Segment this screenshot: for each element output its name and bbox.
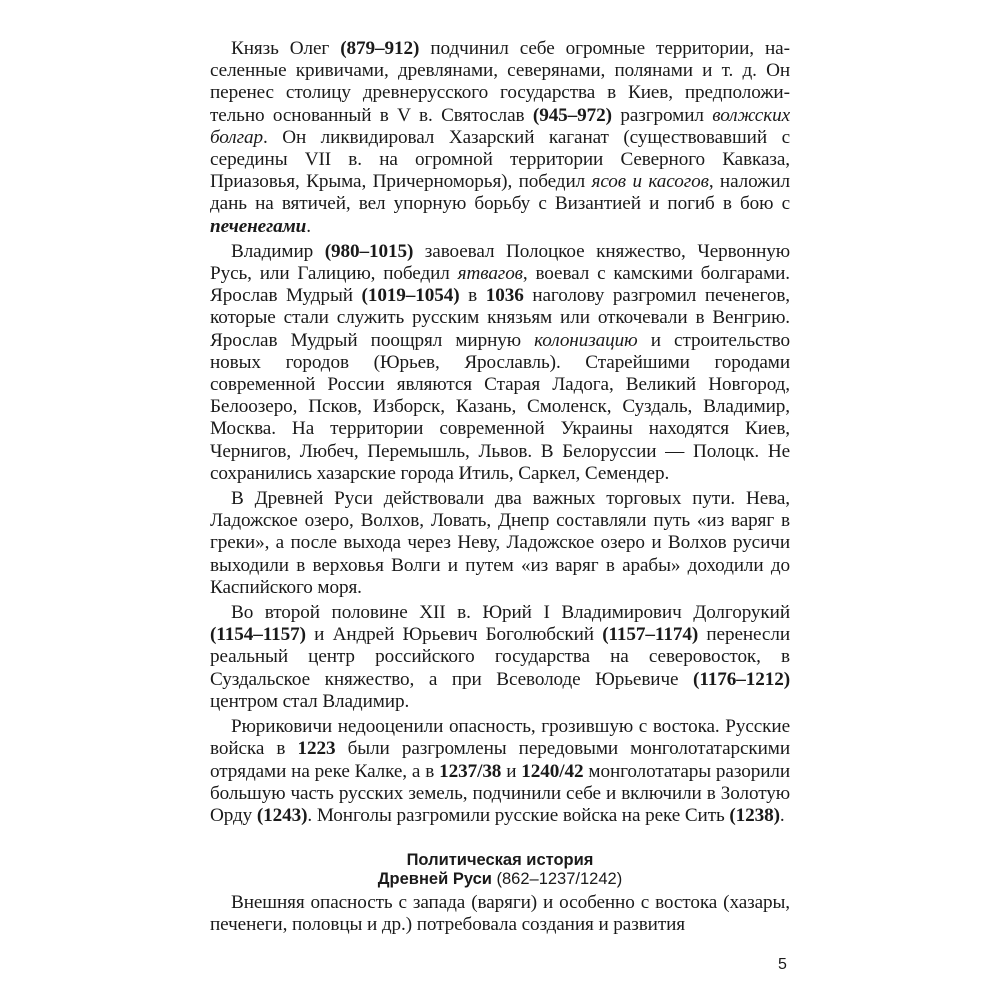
text-run: перенесли реальный центр российского государства на северовосток, в Суздальское княжество, а при Всеволоде Юрьевиче	[210, 624, 790, 690]
text-run: Князь Олег	[231, 38, 341, 59]
text-run: в	[459, 285, 486, 307]
bold-text-run: 1223	[297, 738, 336, 760]
text-run: наголову разгромил печенегов, которые стали служить русским князьям или откочевали в Венгрию. Ярослав Мудрый поощрял мирную	[210, 285, 790, 351]
text-run: . Монголы разгромили русские войска на реке Сить	[307, 804, 730, 826]
page-number: 5	[778, 956, 787, 973]
text-run: и Андрей Юрьевич Боголюбский	[305, 624, 603, 646]
bold-text-run: (980–1015)	[324, 240, 414, 262]
bold-text-run: (879–912)	[340, 38, 420, 59]
body-paragraph	[210, 241, 790, 485]
text-run: подчинил себе огромные территории, населенные кривичами, древлянами, северянами, полянами и т. д. Он перенес столицу древнерусского государства в Киев, предположительно основанный в V в. Святослав	[210, 38, 790, 126]
text-run: .	[306, 215, 311, 237]
text-run: .	[779, 804, 785, 826]
text-run: и	[501, 760, 522, 782]
text-run: Внешняя опасность с запада (варяги) и особенно с востока (хазары, печенеги, половцы и др.) потребовала создания и развития	[210, 892, 790, 936]
section-heading-line-2	[210, 870, 790, 889]
bold-text-run: (1154–1157)	[210, 624, 306, 646]
text-run: В Древней Руси действовали два важных торговых пути. Нева, Ладожское озеро, Волхов, Ловать, Днепр составляли путь «из варяг в греки», а после выхода через Неву, Ладожское озеро и Волхов русичи выходили в верховья Волги и путем «из варяг в арабы» доходили до Каспийского моря.	[210, 488, 790, 598]
text-run: , воевал с камскими болгарами. Ярослав Мудрый	[210, 263, 790, 307]
text-run: монголотатары разорили большую часть русских земель, подчинили себе и включили в Золотую Орду	[210, 760, 791, 826]
italic-text-run: волжских болгар	[210, 104, 790, 148]
body-paragraph	[210, 716, 790, 827]
document-page	[210, 38, 790, 937]
italic-text-run: ятвагов	[457, 263, 523, 285]
text-run: Во второй половине XII в. Юрий I Владимирович Долгорукий	[231, 602, 790, 624]
text-run: . Он ликвидировал Хазарский каганат (существовавший с середины VII в. на огромной территории Северного Кавказа, Приазовья, Крыма, Причерноморья), победил	[210, 126, 790, 193]
closing-text	[210, 892, 790, 936]
bold-text-run: 1240/42	[521, 760, 584, 782]
text-run: завоевал Полоцкое княжество, Червонную Русь, или Галицию, победил	[210, 240, 790, 285]
text-run: разгромил	[611, 104, 713, 126]
bold-text-run: (1238)	[729, 804, 780, 826]
section-heading-line-1: Политическая история	[406, 851, 594, 870]
text-run: и строительство новых городов (Юрьев, Ярославль). Старейшими городами современной России являются Старая Ладога, Великий Новгород, Белоозеро, Псков, Изборск, Казань, Смоленск, Суздаль, Владимир, Москва. На территории современной Украины находятся Киев, Чернигов, Любеч, Перемышль, Львов. В Белоруссии — Полоцк. Не сохранились хазарские города Итиль, Саркел, Семендер.	[210, 329, 790, 484]
closing-paragraph	[210, 892, 790, 936]
body-paragraph	[210, 488, 790, 599]
italic-text-run: колонизацию	[534, 329, 638, 351]
section-heading-years: (862–1237/1242)	[496, 870, 623, 889]
bold-text-run: (945–972)	[532, 104, 612, 126]
bold-text-run: (1019–1054)	[361, 285, 460, 307]
bold-text-run: (1157–1174)	[602, 624, 699, 646]
text-run: были разгромлены передовыми монголотатарскими отрядами на реке Калке, а в	[210, 738, 791, 782]
bold-text-run: 1036	[485, 285, 524, 307]
body-text	[210, 38, 790, 827]
bold-text-run: (1243)	[256, 804, 308, 826]
text-run: центром стал Владимир.	[210, 690, 410, 712]
text-run: , наложил дань на вятичей, вел упорную борьбу с Византией и погиб в бою с	[210, 171, 790, 215]
bold-text-run: 1237/38	[439, 760, 502, 782]
section-heading	[210, 851, 790, 889]
body-paragraph	[210, 602, 790, 713]
bold-text-run: (1176–1212)	[693, 668, 790, 690]
text-run: Рюриковичи недооценили опасность, грозившую с востока. Русские войска в	[210, 716, 790, 760]
section-heading-title: Древней Руси	[377, 870, 497, 889]
text-run: Владимир	[231, 240, 325, 262]
bolditalic-text-run: печенегами	[210, 215, 307, 237]
body-paragraph	[210, 38, 790, 238]
italic-text-run: ясов и касогов	[591, 171, 709, 193]
